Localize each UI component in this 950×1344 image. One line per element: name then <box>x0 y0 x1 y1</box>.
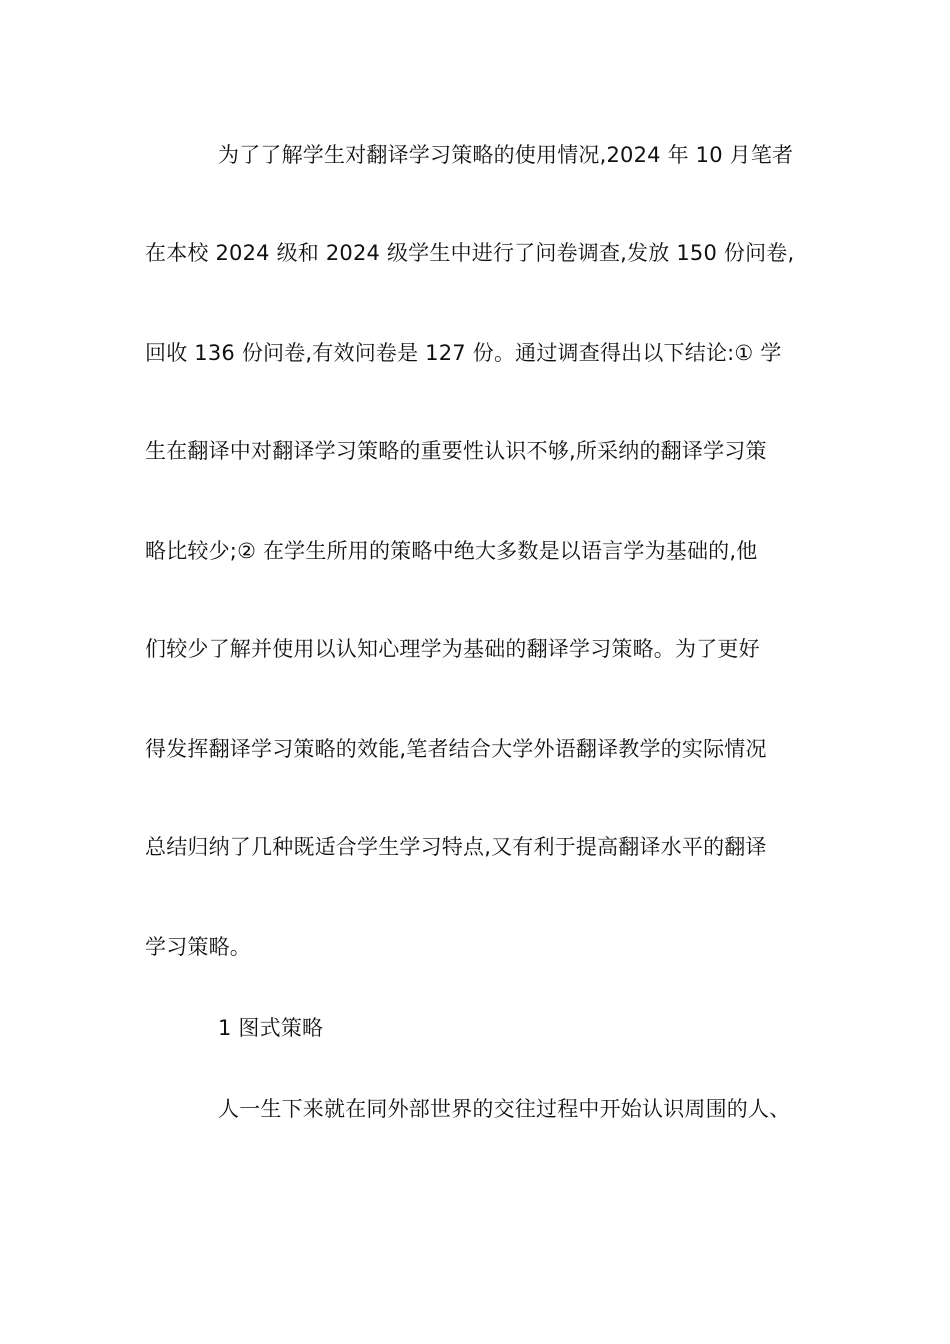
paragraph-line: 人一生下来就在同外部世界的交往过程中开始认识周围的人、 <box>218 1097 791 1121</box>
paragraph-line: 总结归纳了几种既适合学生学习特点,又有利于提高翻译水平的翻译 <box>145 835 767 859</box>
paragraph-line: 在本校 2024 级和 2024 级学生中进行了问卷调查,发放 150 份问卷, <box>145 241 795 265</box>
paragraph-line: 学习策略。 <box>145 935 251 959</box>
paragraph-line: 们较少了解并使用以认知心理学为基础的翻译学习策略。为了更好 <box>145 637 760 661</box>
paragraph-line: 略比较少;② 在学生所用的策略中绝大多数是以语言学为基础的,他 <box>145 539 758 563</box>
section-heading: 1 图式策略 <box>218 1016 324 1040</box>
paragraph-line: 为了了解学生对翻译学习策略的使用情况,2024 年 10 月笔者 <box>218 143 794 167</box>
paragraph-line: 得发挥翻译学习策略的效能,笔者结合大学外语翻译教学的实际情况 <box>145 737 767 761</box>
paragraph-line: 生在翻译中对翻译学习策略的重要性认识不够,所采纳的翻译学习策 <box>145 439 767 463</box>
paragraph-line: 回收 136 份问卷,有效问卷是 127 份。通过调查得出以下结论:① 学 <box>145 341 782 365</box>
